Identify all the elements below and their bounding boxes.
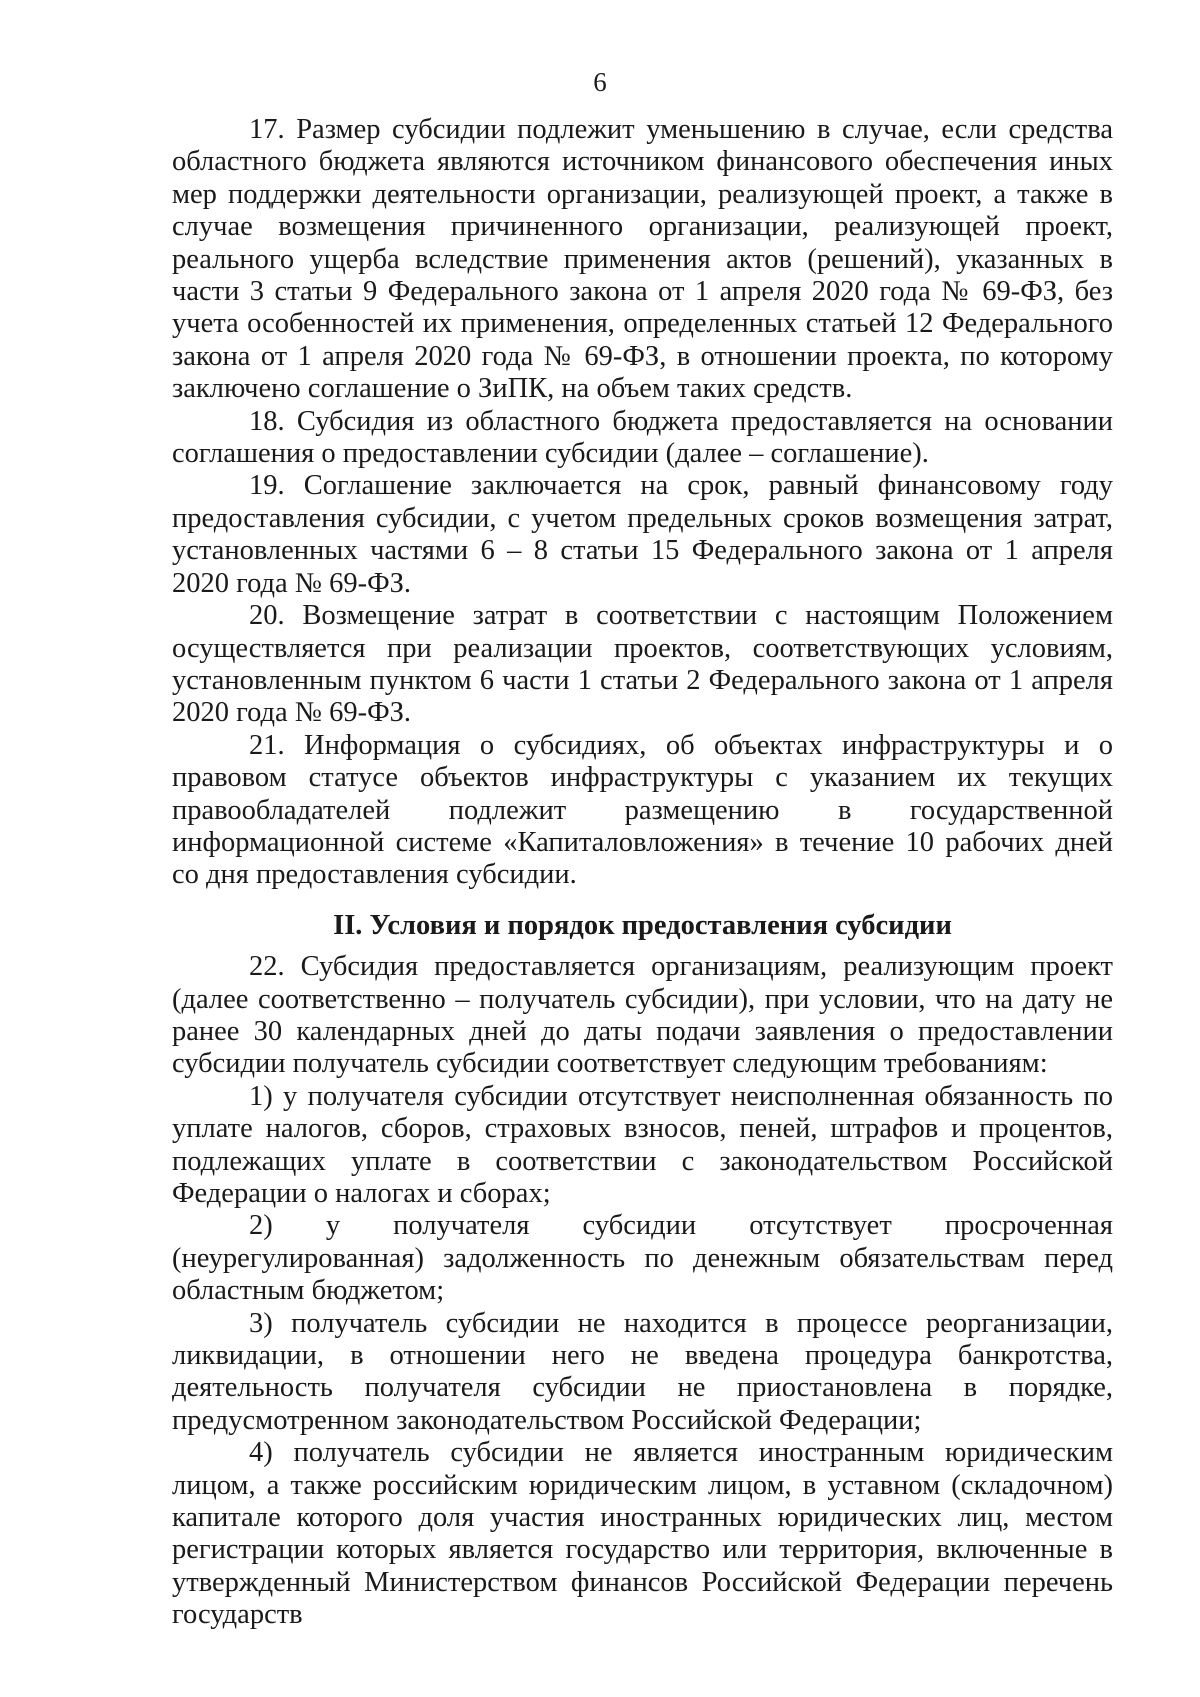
paragraph-19: 19. Соглашение заключается на срок, равный финансовому году предоставления субсидии, с учетом предельных сроков возмещения затрат, установленных частями 6 – 8 статьи 15 Федерального закона от 1 апреля 2020 года № 69-ФЗ. — [172, 470, 1113, 599]
page-number: 6 — [593, 67, 607, 97]
document-body — [172, 114, 1113, 1632]
paragraph-18: 18. Субсидия из областного бюджета предоставляется на основании соглашения о предоставлении субсидии (далее – соглашение). — [172, 405, 1113, 470]
list-item-1: 1) у получателя субсидии отсутствует неисполненная обязанность по уплате налогов, сборов, страховых взносов, пеней, штрафов и процентов, подлежащих уплате в соответствии с законодательством Российской Федерации о налогах и сборах; — [172, 1080, 1113, 1209]
paragraph-20: 20. Возмещение затрат в соответствии с настоящим Положением осуществляется при реализации проектов, соответствующих условиям, установленным пунктом 6 части 1 статьи 2 Федерального закона от 1 апреля 2020 года № 69-ФЗ. — [172, 600, 1113, 729]
list-item-4: 4) получатель субсидии не является иностранным юридическим лицом, а также российским юридическим лицом, в уставном (складочном) капитале которого доля участия иностранных юридических лиц, местом регистрации которых является государство или территория, включенные в утвержденный Министерством финансов Российской Федерации перечень государств — [172, 1437, 1113, 1631]
paragraph-22: 22. Субсидия предоставляется организациям, реализующим проект (далее соответственно – получатель субсидии), при условии, что на дату не ранее 30 календарных дней до даты подачи заявления о предоставлении субсидии получатель субсидии соответствует следующим требованиям: — [172, 951, 1113, 1080]
section-heading: II. Условия и порядок предоставления субсидии — [333, 909, 952, 941]
list-item-3: 3) получатель субсидии не находится в процессе реорганизации, ликвидации, в отношении него не введена процедура банкротства, деятельность получателя субсидии не приостановлена в порядке, предусмотренном законодательством Российской Федерации; — [172, 1307, 1113, 1436]
list-item-2: 2) у получателя субсидии отсутствует просроченная (неурегулированная) задолженность по денежным обязательствам перед областным бюджетом; — [172, 1210, 1113, 1307]
paragraph-21: 21. Информация о субсидиях, об объектах инфраструктуры и о правовом статусе объектов инфраструктуры с указанием их текущих правообладателей подлежит размещению в государственной информационной системе «Капиталовложения» в течение 10 рабочих дней со дня предоставления субсидии. — [172, 729, 1113, 891]
paragraph-17: 17. Размер субсидии подлежит уменьшению в случае, если средства областного бюджета являются источником финансового обеспечения иных мер поддержки деятельности организации, реализующей проект, а также в случае возмещения причиненного организации, реализующей проект, реального ущерба вследствие применения актов (решений), указанных в части 3 статьи 9 Федерального закона от 1 апреля 2020 года № 69-ФЗ, без учета особенностей их применения, определенных статьей 12 Федерального закона от 1 апреля 2020 года № 69-ФЗ, в отношении проекта, по которому заключено соглашение о ЗиПК, на объем таких средств. — [172, 114, 1113, 405]
